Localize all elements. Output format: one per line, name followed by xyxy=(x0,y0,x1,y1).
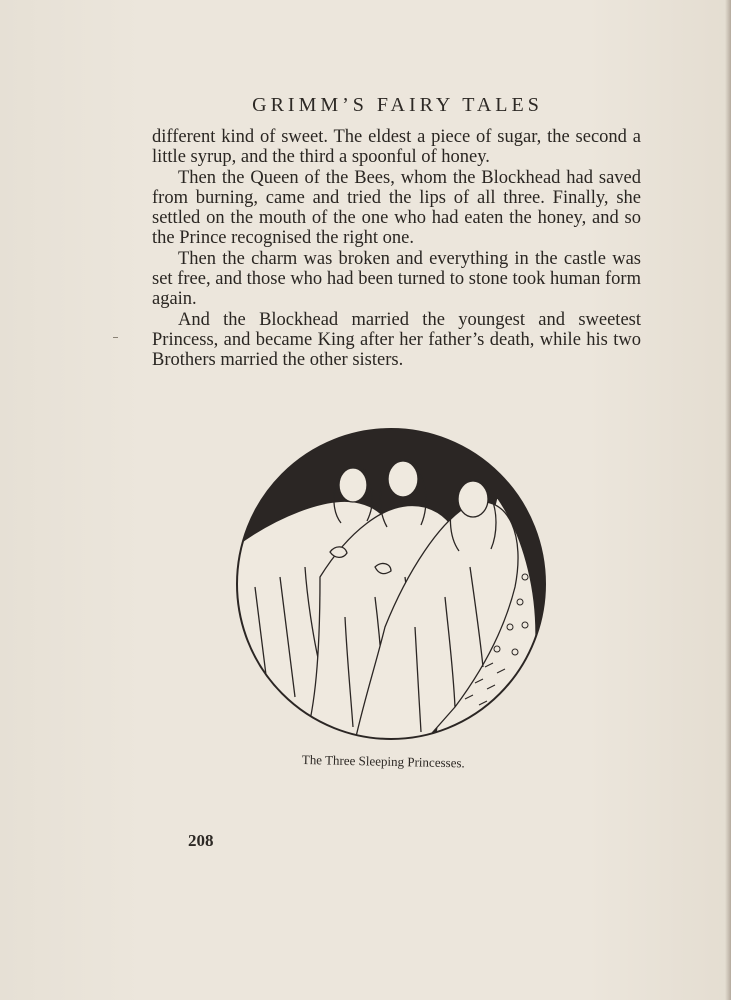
margin-mark xyxy=(113,337,118,338)
right-princess-head xyxy=(458,481,488,517)
page-number: 208 xyxy=(188,831,214,850)
illustration-caption: The Three Sleeping Princesses. xyxy=(301,752,465,771)
paragraph: Then the Queen of the Bees, whom the Blockhead had saved from burning, came and tried the lips of all three. Finally, she settled on the mouth of the one who had eaten the honey, and so the Prince recognised the right one. xyxy=(152,167,641,249)
paragraph: And the Blockhead married the youngest and sweetest Princess, and became King after her father’s death, while his two Brothers married the other sisters. xyxy=(152,309,641,371)
page-edge-shadow xyxy=(725,0,731,1000)
middle-princess-head xyxy=(388,461,418,497)
running-head: GRIMM’S FAIRY TALES xyxy=(252,94,543,116)
paragraph: different kind of sweet. The eldest a piece of sugar, the second a little syrup, and the third a spoonful of honey. xyxy=(152,127,641,168)
left-princess-head xyxy=(339,468,367,502)
paragraph: Then the charm was broken and everything in the castle was set free, and those who had been turned to stone took human form again. xyxy=(152,248,641,310)
three-sleeping-princesses-illustration xyxy=(235,427,547,741)
body-text xyxy=(152,127,641,371)
